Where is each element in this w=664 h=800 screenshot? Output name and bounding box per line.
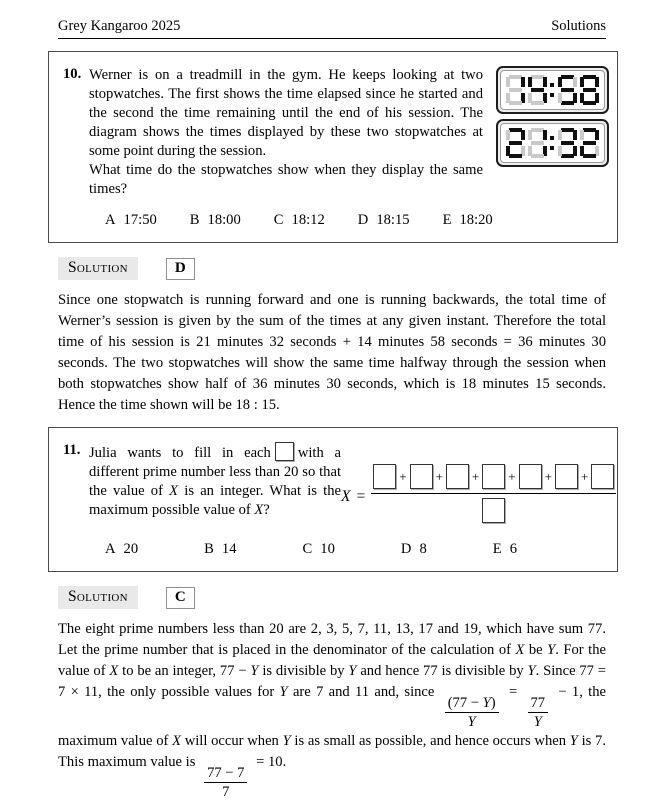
seven-segment-digit [528, 75, 547, 105]
question-10-text [89, 66, 483, 199]
empty-box [446, 464, 469, 489]
question-11-options [63, 540, 609, 559]
option-a: A 20 [105, 541, 139, 557]
empty-box [275, 442, 294, 461]
inline-fraction: $\frac{77 - 7}{7}$ [204, 765, 247, 800]
header-title: Grey Kangaroo 2025 [58, 18, 181, 34]
solution-11-label: Solution [58, 586, 138, 609]
solution-11-answer: C [166, 587, 195, 609]
solution-11-paragraph: The eight prime numbers less than 20 are 2, 3, 5, 7, 11, 13, 17 and 19, which have sum 77. Let the prime number that is placed in the denominator of the calculation of X be Y. For the value of X to be an integer, 77 − Y is divisible by Y and hence 77 is divisible by Y. Since 77 = 7 × 11, the only possible values for Y are 7 and 11 and, since $\frac{(77 - Y)}{Y}$ = $\frac{77}{Y}$ − 1, the maximum value of X will occur when Y is as small as possible, and hence occurs when Y is 7. This maximum value is $\frac{77 - 7}{7}$ = 10. [58, 621, 607, 800]
question-11-text: Julia wants to fill in each with a different prime number less than 20 so that the value of X is an integer. What is the maximum possible value of X? [89, 442, 341, 528]
question-10-box [48, 51, 618, 243]
option-b: B 18:00 [189, 212, 241, 228]
option-c: C 10 [302, 541, 335, 557]
question-11-box [48, 427, 618, 572]
stopwatch-remaining [496, 119, 609, 167]
seven-segment-digit [528, 128, 547, 158]
option-c: C 18:12 [273, 212, 325, 228]
solution-11-row [58, 586, 664, 609]
empty-box [482, 464, 505, 489]
empty-box [373, 464, 396, 489]
seven-segment-digit [558, 75, 577, 105]
seven-segment-digit [580, 75, 599, 105]
formula-lhs: X = [341, 488, 366, 505]
question-10-number: 10. [63, 66, 82, 82]
solution-10-label: Solution [58, 257, 138, 280]
question-10-options [63, 211, 609, 230]
solution-10-paragraph: Since one stopwatch is running forward and one is running backwards, the total time of Werner’s session is given by the sum of the times at any given instant. Therefore the total time of his session is 21 minutes 32 seconds + 14 minutes 58 seconds = 36 minutes 30 seconds. The two stopwatches will show the same time halfway through the session when both stopwatches show half of 36 minutes 30 seconds, which is 18 minutes 15 seconds. Hence the time shown will be 18 : 15. [58, 292, 606, 413]
question-11-number: 11. [63, 442, 81, 458]
colon-separator [550, 75, 555, 105]
empty-box [519, 464, 542, 489]
empty-box [482, 498, 505, 523]
seven-segment-digit [558, 128, 577, 158]
seven-segment-digit [506, 128, 525, 158]
formula-fraction: + + + + + + [371, 464, 616, 528]
empty-box [555, 464, 578, 489]
stopwatch-remaining-display [500, 123, 605, 163]
question-10-stem: Werner is on a treadmill in the gym. He keeps looking at two stopwatches. The first shows the time elapsed since he started and the second the time remaining until the end of his session. The diagram shows the times displayed by these two stopwatches at some point during the session. [89, 67, 483, 159]
option-e: E 6 [492, 541, 517, 557]
stopwatch-diagram [491, 66, 609, 199]
page-header [58, 18, 606, 39]
question-10-question: What time do the stopwatches show when they display the same times? [89, 162, 483, 197]
seven-segment-digit [580, 128, 599, 158]
colon-separator [550, 128, 555, 158]
solution-10-answer: D [166, 258, 195, 280]
question-11-formula [341, 442, 616, 528]
inline-fraction: $\frac{77}{Y}$ [528, 695, 549, 731]
option-d: D 18:15 [357, 212, 410, 228]
option-e: E 18:20 [442, 212, 493, 228]
empty-box [410, 464, 433, 489]
stopwatch-elapsed [496, 66, 609, 114]
solution-10-row [58, 257, 664, 280]
inline-fraction: $\frac{(77 - Y)}{Y}$ [445, 695, 499, 731]
seven-segment-digit [506, 75, 525, 105]
option-a: A 17:50 [105, 212, 157, 228]
empty-box [591, 464, 614, 489]
option-b: B 14 [204, 541, 237, 557]
option-d: D 8 [400, 541, 427, 557]
stopwatch-elapsed-display [500, 70, 605, 110]
header-right-label: Solutions [551, 18, 606, 34]
